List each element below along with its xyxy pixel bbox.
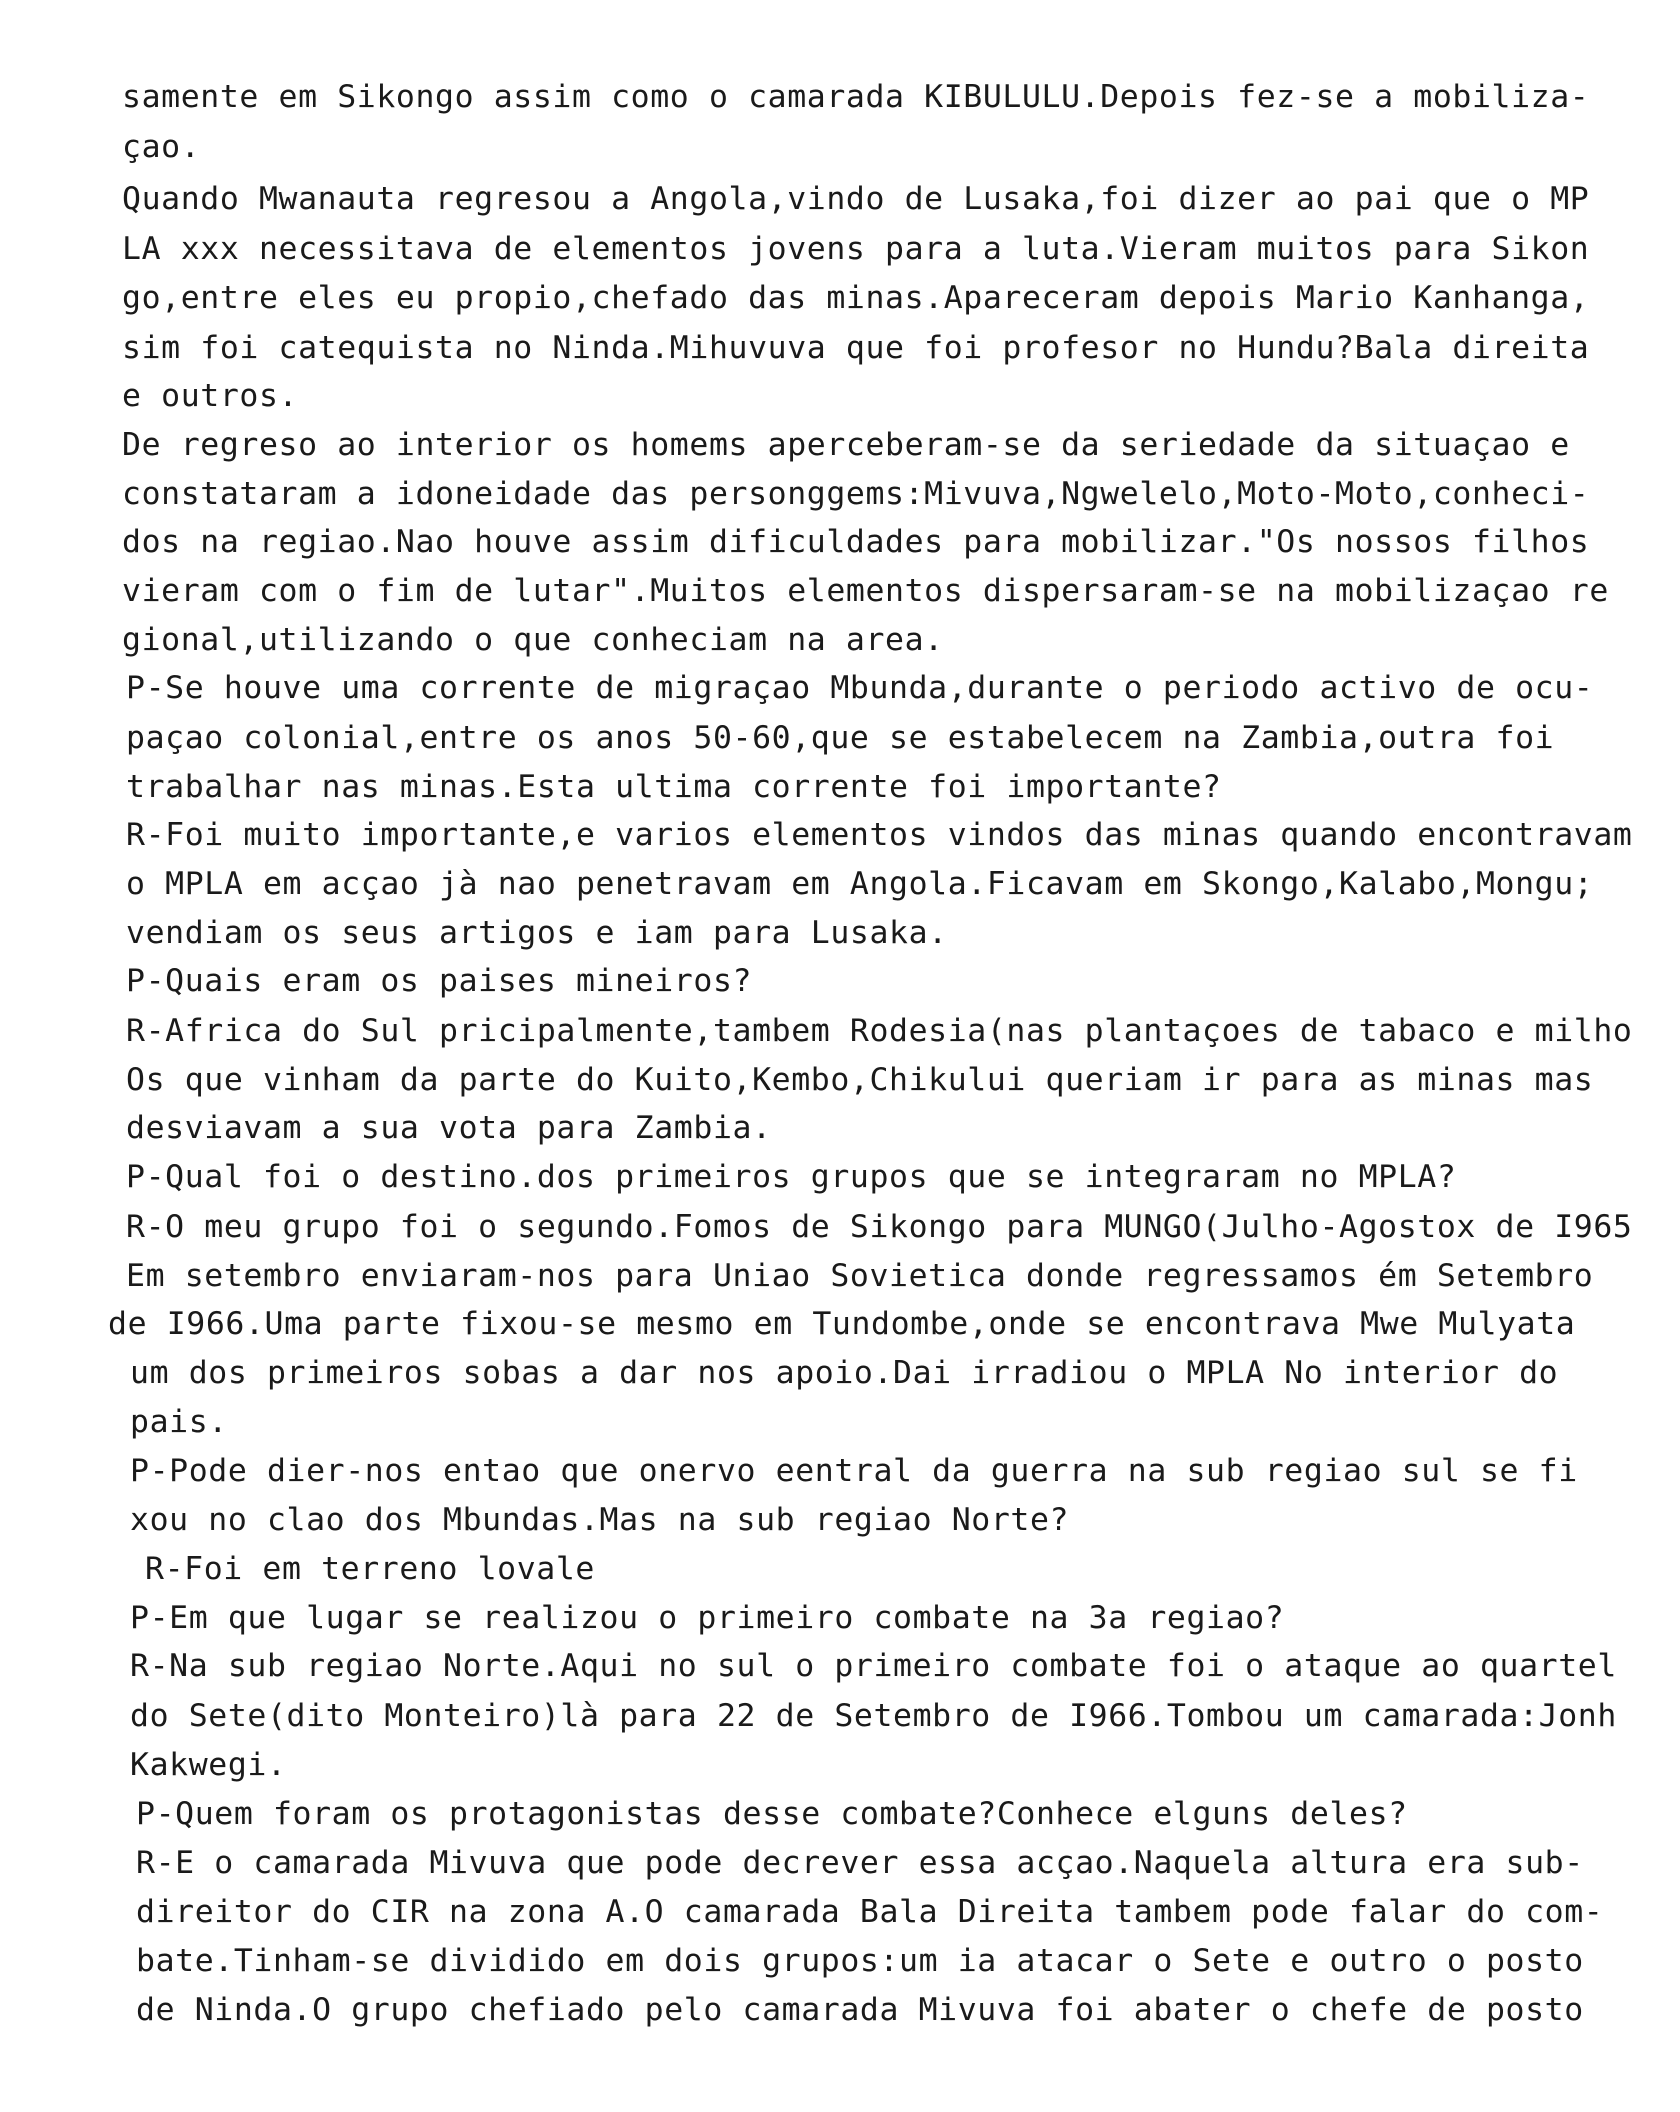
text-line: o MPLA em acçao jà nao penetravam em Angola.Ficavam em Skongo,Kalabo,Mongu; [126,866,1594,902]
text-line: do Sete(dito Monteiro)là para 22 de Setembro de I966.Tombou um camarada:Jonh [130,1698,1617,1734]
text-line: pais. [130,1404,228,1440]
text-line: constataram a idoneidade das personggems:Mivuva,Ngwelelo,Moto-Moto,conheci- [122,476,1590,512]
text-line: desviavam a sua vota para Zambia. [126,1110,772,1146]
text-line: dos na regiao.Nao houve assim dificuldades para mobilizar."Os nossos filhos [122,524,1590,560]
text-line: direitor do CIR na zona A.O camarada Bala Direita tambem pode falar do com- [136,1894,1604,1930]
text-line: çao. [122,129,201,165]
text-line: samente em Sikongo assim como o camarada KIBULULU.Depois fez-se a mobiliza- [122,79,1590,115]
text-line: e outros. [122,378,299,414]
text-line: P-Em que lugar se realizou o primeiro combate na 3a regiao? [130,1600,1285,1636]
text-line: P-Quem foram os protagonistas desse combate?Conhece elguns deles? [136,1796,1408,1832]
text-line: De regreso ao interior os homems aperceberam-se da seriedade da situaçao e [122,427,1570,463]
text-line: bate.Tinham-se dividido em dois grupos:um ia atacar o Sete e outro o posto [136,1943,1584,1979]
text-line: gional,utilizando o que conheciam na area. [122,622,944,658]
text-line: Quando Mwanauta regresou a Angola,vindo de Lusaka,foi dizer ao pai que o MP [122,181,1590,217]
text-line: Kakwegi. [130,1747,287,1783]
text-line: R-Foi em terreno lovale [145,1551,595,1587]
text-line: vieram com o fim de lutar".Muitos elementos dispersaram-se na mobilizaçao re [122,573,1609,609]
text-line: P-Quais eram os paises mineiros? [126,963,753,999]
text-line: go,entre eles eu propio,chefado das minas.Apareceram depois Mario Kanhanga, [122,280,1590,316]
text-line: R-E o camarada Mivuva que pode decrever essa acçao.Naquela altura era sub- [136,1845,1584,1881]
text-line: de Ninda.O grupo chefiado pelo camarada Mivuva foi abater o chefe de posto [136,1992,1584,2028]
text-line: R-Africa do Sul pricipalmente,tambem Rodesia(nas plantaçoes de tabaco e milho [126,1013,1633,1049]
text-line: R-O meu grupo foi o segundo.Fomos de Sikongo para MUNGO(Julho-Agostox de I965 [126,1209,1633,1245]
text-line: R-Na sub regiao Norte.Aqui no sul o primeiro combate foi o ataque ao quartel [130,1648,1617,1684]
text-line: trabalhar nas minas.Esta ultima corrente foi importante? [126,769,1222,805]
text-line: de I966.Uma parte fixou-se mesmo em Tundombe,onde se encontrava Mwe Mulyata [108,1306,1576,1342]
text-line: R-Foi muito importante,e varios elementos vindos das minas quando encontravam [126,817,1633,853]
text-line: P-Se houve uma corrente de migraçao Mbunda,durante o periodo activo de ocu- [126,670,1594,706]
text-line: P-Pode dier-nos entao que onervo eentral da guerra na sub regiao sul se fi [130,1453,1578,1489]
text-line: LA xxx necessitava de elementos jovens para a luta.Vieram muitos para Sikon [122,231,1590,267]
text-line: vendiam os seus artigos e iam para Lusaka. [126,915,948,951]
text-line: sim foi catequista no Ninda.Mihuvuva que foi profesor no Hundu?Bala direita [122,330,1590,366]
text-line: xou no clao dos Mbundas.Mas na sub regiao Norte? [130,1502,1070,1538]
text-line: Em setembro enviaram-nos para Uniao Sovietica donde regressamos ém Setembro [126,1258,1594,1294]
text-line: um dos primeiros sobas a dar nos apoio.Dai irradiou o MPLA No interior do [130,1355,1559,1391]
text-line: paçao colonial,entre os anos 50-60,que se estabelecem na Zambia,outra foi [126,720,1555,756]
text-line: Os que vinham da parte do Kuito,Kembo,Chikului queriam ir para as minas mas [126,1062,1594,1098]
text-line: P-Qual foi o destino.dos primeiros grupos que se integraram no MPLA? [126,1159,1457,1195]
